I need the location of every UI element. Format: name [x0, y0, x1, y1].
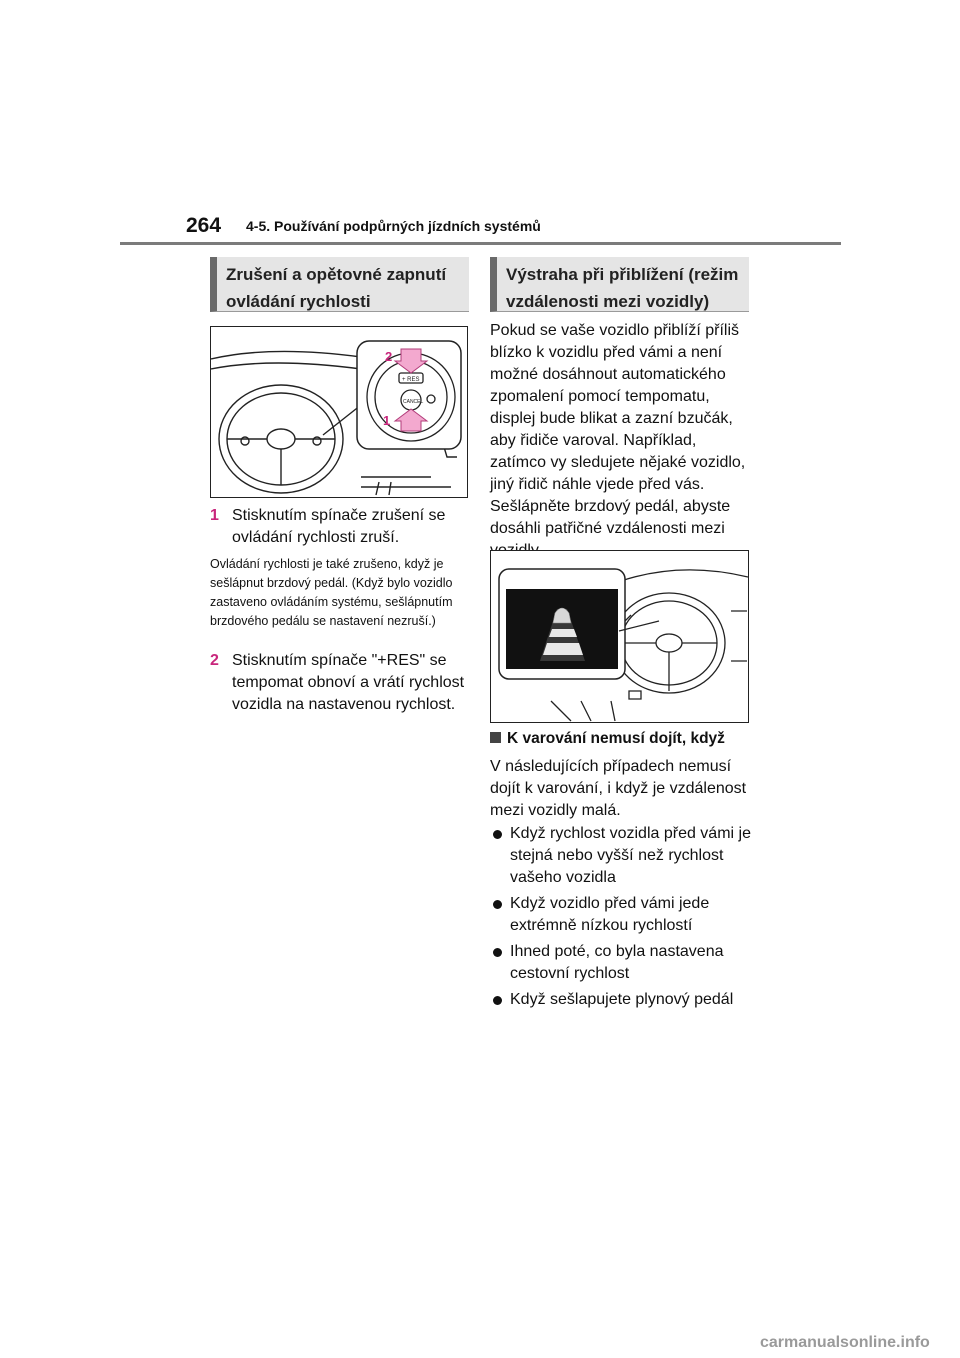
- square-bullet-icon: [490, 732, 501, 743]
- step-2-text: Stisknutím spínače "+RES" se tempomat obnoví a vrátí rychlost vozidla na nastavenou rychlost.: [232, 652, 465, 713]
- approach-warning-illustration: [491, 551, 748, 722]
- warning-exceptions-heading: [490, 730, 725, 748]
- header-rule: [120, 242, 841, 245]
- callout-2: 2: [385, 349, 393, 364]
- list-item: Ihned poté, co byla nastavena cestovní rychlost: [490, 941, 752, 985]
- step-2-number: 2: [210, 652, 219, 669]
- cancel-button-label: CANCEL: [403, 399, 424, 405]
- step-1-text: Stisknutím spínače zrušení se ovládání rychlosti zruší.: [232, 507, 446, 546]
- cancel-note: Ovládání rychlosti je také zrušeno, když je sešlápnut brzdový pedál. (Když bylo vozidlo zastaveno ovládáním systému, sešlápnutím brzdového pedálu se nastavení nezruší.): [210, 557, 453, 628]
- section-heading-approach-warning: Výstraha při přiblížení (režim vzdálenosti mezi vozidly): [490, 257, 749, 312]
- section-heading-cancel-resume: Zrušení a opětovné zapnutí ovládání rychlosti: [210, 257, 469, 312]
- steering-wheel-illustration: [211, 327, 467, 497]
- callout-1: 1: [383, 413, 391, 428]
- section-path: 4-5. Používání podpůrných jízdních systémů: [246, 218, 541, 234]
- approach-warning-paragraph: Pokud se vaše vozidlo přiblíží příliš blízko k vozidlu před vámi a není možné dosáhnout automatického zpomalení pomocí tempomatu, displej bude blikat a zazní bzučák, aby řidiče varoval. Například, zatímco vy sledujete nějaké vozidlo, jiný řidič náhle vjede před vás. Sešlápněte brzdový pedál, abyste dosáhli patřičné vzdálenosti mezi: [490, 322, 746, 537]
- warning-exceptions-paragraph: V následujících případech nemusí dojít k varování, i když je vzdálenost mezi vozidly malá.: [490, 758, 747, 819]
- approach-warning-figure: [490, 550, 749, 723]
- warning-exceptions-heading-text: K varování nemusí dojít, když: [507, 730, 725, 747]
- page-number: 264: [186, 214, 222, 237]
- steering-wheel-switch-figure: [210, 326, 468, 498]
- step-1: [210, 505, 470, 549]
- list-item: Když sešlapujete plynový pedál: [490, 989, 752, 1011]
- step-2: [210, 650, 470, 716]
- watermark: carmanualsonline.info: [760, 1334, 930, 1351]
- step-1-number: 1: [210, 507, 219, 524]
- res-button-label: + RES: [402, 377, 420, 383]
- list-item: Když vozidlo před vámi jede extrémně nízkou rychlostí: [490, 893, 752, 937]
- list-item: Když rychlost vozidla před vámi je stejná nebo vyšší než rychlost vašeho vozidla: [490, 823, 752, 889]
- warning-exceptions-list: [490, 823, 752, 1015]
